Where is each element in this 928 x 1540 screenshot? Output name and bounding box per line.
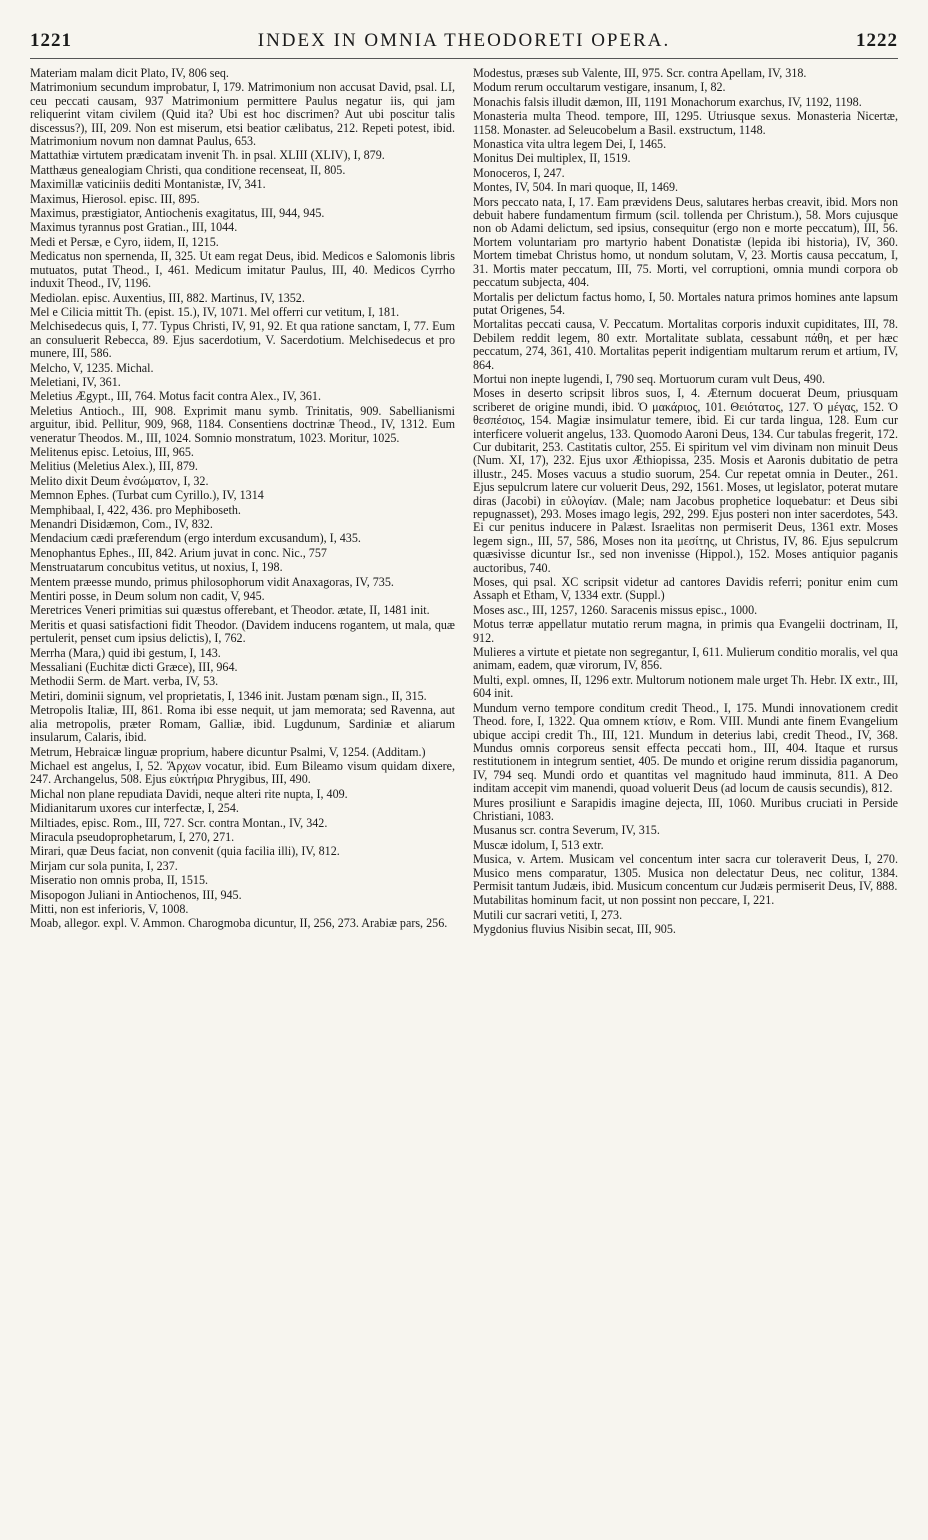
index-entry: Meritis et quasi satisfactioni fidit Theodor. (Davidem inducens rogantem, ut mala, quæ pertulerit, penset cum ipsius delictis), I, 762. — [30, 617, 455, 646]
index-entry: Mendacium cædi præferendum (ergo interdum excusandum), I, 435. — [30, 531, 361, 546]
index-entry: Mirari, quæ Deus faciat, non convenit (quia facilia illi), IV, 812. — [30, 844, 340, 859]
index-entry: Miltiades, episc. Rom., III, 727. Scr. contra Montan., IV, 342. — [30, 815, 328, 830]
index-columns — [30, 67, 898, 938]
index-entry: Modestus, præses sub Valente, III, 975. Scr. contra Apellam, IV, 318. — [473, 66, 807, 80]
index-entry: Monitus Dei multiplex, II, 1519. — [473, 151, 631, 166]
index-entry: Meletius Antioch., III, 908. Exprimit manu symb. Trinitatis, 909. Sabellianismi arguitur, ibid. Pellitur, 909, 968, 1184. Consentiens doctrinæ Theod., IV, 1312. Eum veneratur Theodos. M., III, 1024. Somnio monstratum, 1023. Moritur, 1025. — [30, 403, 455, 445]
index-entry: Mutabilitas hominum facit, ut non possint non peccare, I, 221. — [473, 893, 775, 908]
index-entry: Matrimonium secundum improbatur, I, 179. Matrimonium non accusat David, psal. LI, ceu peccati causam, 937 Matrimonium permittere Paulus negatur iis, qui jam reliquerint vitam civilem (Quid ita? Ubi est hoc discrimen? Aut ubi poscitur talis discessus?), III, 209. Non est miserum, etsi beatior cælibatus, 212. Repeti potest, ibid. Matrimonium novum non damnat Paulus, 653. — [30, 80, 455, 149]
index-entry: Meretrices Veneri primitias sui quæstus offerebant, et Theodor. ætate, II, 1481 init. — [30, 603, 430, 618]
index-entry: Mortalis per delictum factus homo, I, 50. Mortales natura primos homines ante lapsum putat Origenes, 54. — [473, 289, 898, 317]
index-entry: Motus terræ appellatur mutatio rerum magna, in primis qua Evangelii doctrinam, II, 912. — [473, 617, 898, 645]
index-entry: Memphibaal, I, 422, 436. pro Mephiboseth. — [30, 502, 241, 517]
index-entry: Musica, v. Artem. Musicam vel concentum inter sacra cur toleraverit Deus, I, 270. Musico mens comparatur, 1305. Musica non delectatur Deus, nec colitur, 1384. Permisit tantum Judæis, ibid. Musicum concentum cur Judæis permiserit Deus, IV, 888. — [473, 852, 898, 893]
index-entry: Moses asc., III, 1257, 1260. Saracenis missus episc., 1000. — [473, 602, 758, 617]
index-entry: Mattathiæ virtutem prædicatam invenit Th. in psal. XLIII (XLIV), I, 879. — [30, 148, 385, 163]
index-entry: Mediolan. episc. Auxentius, III, 882. Martinus, IV, 1352. — [30, 290, 305, 305]
index-entry: Melitenus episc. Letoius, III, 965. — [30, 444, 194, 459]
index-entry: Menophantus Ephes., III, 842. Arium juvat in conc. Nic., 757 — [30, 545, 327, 560]
index-entry: Medicatus non spernenda, II, 325. Ut eam regat Deus, ibid. Medicos e Salomonis libris mutuatos, putat Theod., I, 461. Medicum imitatur Paulus, III, 40. Medicos Cyrrho induxit Theod., IV, 1196. — [30, 249, 455, 291]
index-entry: Mures prosiliunt e Sarapidis imagine dejecta, III, 1060. Muribus cruciati in Perside Christiani, 1083. — [473, 795, 898, 823]
index-entry: Maximus tyrannus post Gratian., III, 1044. — [30, 220, 238, 235]
index-entry: Maximus, præstigiator, Antiochenis exagitatus, III, 944, 945. — [30, 206, 325, 221]
index-entry: Mygdonius fluvius Nisibin secat, III, 905. — [473, 922, 676, 937]
index-entry: Mortui non inepte lugendi, I, 790 seq. Mortuorum curam vult Deus, 490. — [473, 371, 826, 386]
page-number-right: 1222 — [856, 30, 898, 51]
index-entry: Moses in deserto scripsit libros suos, I, 4. Æternum docuerat Deum, priusquam scriberet de origine mundi, ibid. Ὁ μακάριος, 101. Θειότατος, 127. Ὁ μέγας, 152. Ὁ θεσπέσιος, 154. Magiæ insimulatur temere, ibid. Ei cur tarda lingua, 128. Eum cur interficere voluerit angelus, 133. Quomodo Aaroni Deus, 134. Cur tabulas fregerit, 172. Cur dubitarit, 253. Castitatis cultor, 255. Ei spiritum vel vim divinam non minuit Deus (Num. XI, 17), 232. Ejus uxor Æthiopissa, 235. Mosis et Aaronis dubitatio de petra illustr., 245. Moses vacuus a studio suorum, 254. Cur repetat omnia in Deuter., 261. Ejus sepulcrum latere cur voluerit Deus, 292, 1561. Moses, ut legislator, poterat mutare diras (Jacobi) in εὐλογίαν. (Male; nam Jacobus prophetice loquebatur: et Deus sibi repugnasset), 293. Moses imago legis, 292, 299. Ejus posteri non inter sacerdotes, 543. Ei cur penitus inducere in Palæst. Israelitas non permiserit Deus, 1361 extr. Moses legem sign., III, 57, 586, Moses non ita μεσίτης, ut Christus, IV, 86. Ejus sepulcrum quæsivisse dicuntur Isr., sed non invenisse (Hippol.), 152. Moses antiquior paganis auctoribus, 740. — [473, 386, 898, 575]
index-entry: Mortalitas peccati causa, V. Peccatum. Mortalitas corporis induxit cupiditates, III, 78. Debilem reddit legem, 80 extr. Mortalitate sublata, cessabunt πάθη, et per hæc peccatum, 274, 361, 410. Mortalitas peperit indigentiam multarum rerum et artium, IV, 864. — [473, 317, 898, 372]
index-entry: Michael est angelus, I, 52. Ἄρχων vocatur, ibid. Eum Bileamo visum quidam dixere, 247. Archangelus, 508. Ejus εὐκτήρια Phrygibus, III, 490. — [30, 758, 455, 787]
index-entry: Multi, expl. omnes, II, 1296 extr. Multorum notionem male urget Th. Hebr. IX extr., III, 604 init. — [473, 672, 898, 701]
index-entry: Monoceros, I, 247. — [473, 165, 565, 180]
index-entry: Monastica vita ultra legem Dei, I, 1465. — [473, 137, 667, 152]
index-entry: Melitius (Meletius Alex.), III, 879. — [30, 459, 198, 474]
index-entry: Mentem præesse mundo, primus philosophorum vidit Anaxagoras, IV, 735. — [30, 574, 394, 589]
index-entry: Menstruatarum concubitus vetitus, ut noxius, I, 198. — [30, 560, 283, 575]
index-entry: Moab, allegor. expl. V. Ammon. Charogmoba dicuntur, II, 256, 273. Arabiæ pars, 256. — [30, 916, 448, 931]
index-entry: Methodii Serm. de Mart. verba, IV, 53. — [30, 674, 219, 689]
index-entry: Midianitarum uxores cur interfectæ, I, 254. — [30, 801, 239, 816]
index-entry: Menandri Disidæmon, Com., IV, 832. — [30, 517, 213, 531]
index-entry: Monachis falsis illudit dæmon, III, 1191 Monachorum exarchus, IV, 1192, 1198. — [473, 94, 862, 109]
index-entry: Meletiani, IV, 361. — [30, 374, 121, 389]
index-entry: Matthæus genealogiam Christi, qua conditione recenseat, II, 805. — [30, 162, 346, 177]
index-entry: Musanus scr. contra Severum, IV, 315. — [473, 823, 660, 838]
index-entry: Montes, IV, 504. In mari quoque, II, 1469. — [473, 180, 679, 195]
index-entry: Messaliani (Euchitæ dicti Græce), III, 964. — [30, 660, 238, 675]
index-entry: Mel e Cilicia mittit Th. (epist. 15.), IV, 1071. Mel offerri cur vetitum, I, 181. — [30, 304, 400, 319]
page-header — [30, 28, 898, 59]
index-entry: Memnon Ephes. (Turbat cum Cyrillo.), IV, 1314 — [30, 488, 264, 503]
index-entry: Merrha (Mara,) quid ibi gestum, I, 143. — [30, 645, 221, 660]
index-entry: Meletius Ægypt., III, 764. Motus facit contra Alex., IV, 361. — [30, 389, 321, 404]
index-entry: Mitti, non est inferioris, V, 1008. — [30, 901, 189, 916]
index-entry: Mulieres a virtute et pietate non segregantur, I, 611. Mulierum conditio moralis, vel qua animam, eadem, quæ virorum, IV, 856. — [473, 645, 898, 673]
index-entry: Miracula pseudoprophetarum, I, 270, 271. — [30, 829, 235, 844]
index-entry: Moses, qui psal. XC scripsit videtur ad cantores Davidis referri; ponitur enim cum Assaph et Etham, V, 1334 extr. (Suppl.) — [473, 575, 898, 603]
index-entry: Michal non plane repudiata Davidi, neque alteri rite nupta, I, 409. — [30, 786, 348, 801]
index-entry: Melcho, V, 1235. Michal. — [30, 360, 154, 375]
index-entry: Maximillæ vaticiniis dediti Montanistæ, IV, 341. — [30, 177, 266, 192]
index-entry: Materiam malam dicit Plato, IV, 806 seq. — [30, 66, 229, 80]
index-entry: Maximus, Hierosol. episc. III, 895. — [30, 191, 200, 206]
right-column — [473, 67, 898, 938]
index-entry: Metropolis Italiæ, III, 861. Roma ibi esse nequit, ut jam memorata; sed Ravenna, aut alia metropolis, præter Romam, Galliæ, ibid. Lugdunum, Sardiniæ et aliarum insularum, Calaris, ibid. — [30, 703, 455, 745]
index-entry: Misopogon Juliani in Antiochenos, III, 945. — [30, 887, 242, 902]
index-entry: Muscæ idolum, I, 513 extr. — [473, 837, 604, 852]
index-entry: Miseratio non omnis proba, II, 1515. — [30, 873, 209, 888]
index-entry: Modum rerum occultarum vestigare, insanum, I, 82. — [473, 80, 726, 95]
index-entry: Melito dixit Deum ἐνσώματον, I, 32. — [30, 473, 209, 488]
index-entry: Mirjam cur sola punita, I, 237. — [30, 858, 178, 873]
index-entry: Medi et Persæ, e Cyro, iidem, II, 1215. — [30, 234, 219, 249]
index-entry: Metrum, Hebraicæ linguæ proprium, habere dicuntur Psalmi, V, 1254. (Additam.) — [30, 744, 426, 759]
index-entry: Mors peccato nata, I, 17. Eam prævidens Deus, salutares herbas creavit, ibid. Mors non debuit habere fundamentum firmum (scil. tollenda per Christum.), 58. Mors cujusque non ob Adami delictum, sed ipsius, consequitur (ergo non e morte peccatum), III, 56. Mortem voluntariam pro martyrio habent Donatistæ (lepida ibi historia), IV, 360. Mortem timebat Christus homo, ut nondum solutam, V, 23. Mortis causa peccatum, I, 31. Mortis mater peccatum, III, 75. Morti, vel corruptioni, omnia mundi corpora ob peccatum subjecta, 404. — [473, 194, 898, 290]
index-entry: Mentiri posse, in Deum solum non cadit, V, 945. — [30, 589, 265, 604]
index-entry: Monasteria multa Theod. tempore, III, 1295. Utriusque sexus. Monasteria Nicertæ, 1158. Monaster. ad Seleucobelum a Basil. exstructum, 1148. — [473, 109, 898, 137]
index-entry: Melchisedecus quis, I, 77. Typus Christi, IV, 91, 92. Et qua ratione sanctam, I, 77. Eum an consuluerit Rebecca, 89. Ejus sacerdotium, V. Sacerdotium. Melchisedecus et pro munere, III, 586. — [30, 319, 455, 361]
index-entry: Metiri, dominii signum, vel proprietatis, I, 1346 init. Justam pœnam sign., II, 315. — [30, 688, 427, 703]
left-column — [30, 67, 455, 938]
index-entry: Mundum verno tempore conditum credit Theod., I, 175. Mundi innovationem credit Theod. fore, I, 1322. Qua omnem κτίσιν, e Rom. VIII. Mundi ante finem Evangelium ubique accipi credit Th., III, 121. Mundum in deterius labi, credit Theod., IV, 368. Mundus omnis corporeus sensit effecta peccati hom., III, 404. Itaque et rursus restitutionem in integrum sentiet, 405. De mundo et origine rerum dissidia paganorum, IV, 794 seq. Mundi ordo et quantitas vel magnitudo haud imminuta, 811. A Deo inditam accepit vim manendi, quoad voluerit Deus (ad locum de causis secundis), 812. — [473, 700, 898, 796]
index-entry: Mutili cur sacrari vetiti, I, 273. — [473, 907, 623, 922]
page-number-left: 1221 — [30, 30, 72, 51]
running-title: INDEX IN OMNIA THEODORETI OPERA. — [257, 30, 671, 51]
